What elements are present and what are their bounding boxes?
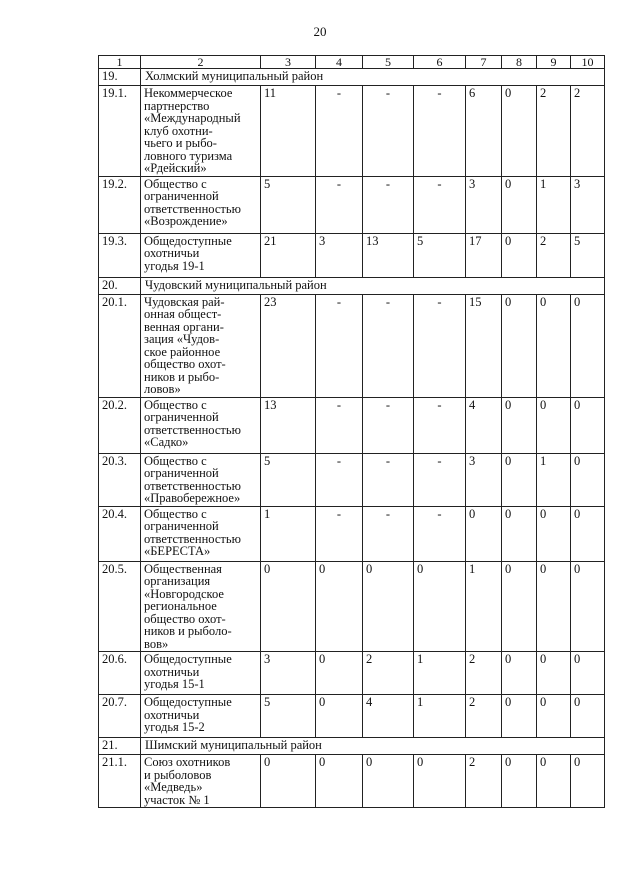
value-cell-col9: 1 <box>537 453 571 506</box>
organization-name-line: Общественная <box>144 561 222 576</box>
organization-name-line: организация <box>144 574 211 588</box>
organization-name-line: клуб охотни- <box>144 123 213 138</box>
value-cell-col5: - <box>363 86 414 177</box>
page-number: 20 <box>313 24 327 39</box>
value-cell-col3: 5 <box>261 176 316 233</box>
organization-name-line: ское районное <box>144 344 221 359</box>
column-number: 5 <box>363 56 414 69</box>
row-number: 20.1. <box>99 294 141 397</box>
value-cell-col10: 0 <box>571 652 605 695</box>
table-body <box>99 56 605 808</box>
value-cell-col4: 0 <box>316 755 363 808</box>
value-cell-col10: 5 <box>571 233 605 277</box>
row-number: 20.6. <box>99 652 141 695</box>
table-row <box>99 294 605 397</box>
organization-name-line: Чудовская рай- <box>144 294 225 309</box>
value-cell-col7: 1 <box>466 561 502 652</box>
organization-name <box>141 176 261 233</box>
row-number: 20.2. <box>99 397 141 453</box>
value-cell-col6: - <box>414 397 466 453</box>
value-cell-col3: 13 <box>261 397 316 453</box>
value-cell-col7: 2 <box>466 695 502 738</box>
value-cell-col10: 3 <box>571 176 605 233</box>
organization-name-line: общество охот- <box>144 357 226 371</box>
value-cell-col10: 0 <box>571 561 605 652</box>
value-cell-col6: - <box>414 506 466 561</box>
organization-name <box>141 233 261 277</box>
value-cell-col4: - <box>316 397 363 453</box>
table-row <box>99 86 605 177</box>
table-row <box>99 755 605 808</box>
value-cell-col5: - <box>363 453 414 506</box>
value-cell-col4: 0 <box>316 561 363 652</box>
value-cell-col6: - <box>414 453 466 506</box>
column-number: 9 <box>537 56 571 69</box>
organization-name <box>141 561 261 652</box>
organization-name-line: венная органи- <box>144 319 224 334</box>
organization-name-line: Общество с <box>144 506 207 521</box>
district-title: Чудовский муниципальный район <box>141 277 605 294</box>
district-row <box>99 277 605 294</box>
value-cell-col5: 0 <box>363 755 414 808</box>
organization-name <box>141 652 261 695</box>
value-cell-col9: 2 <box>537 86 571 177</box>
value-cell-col3: 21 <box>261 233 316 277</box>
organization-name-line: «Международный <box>144 111 241 125</box>
organization-name-line: «Садко» <box>144 435 189 449</box>
value-cell-col4: 0 <box>316 695 363 738</box>
value-cell-col8: 0 <box>502 755 537 808</box>
organization-name-line: зация «Чудов- <box>144 332 220 346</box>
table-row <box>99 176 605 233</box>
table-row <box>99 233 605 277</box>
organization-name <box>141 506 261 561</box>
value-cell-col8: 0 <box>502 86 537 177</box>
value-cell-col8: 0 <box>502 233 537 277</box>
column-number: 6 <box>414 56 466 69</box>
value-cell-col3: 0 <box>261 561 316 652</box>
value-cell-col6: - <box>414 294 466 397</box>
table-row <box>99 506 605 561</box>
value-cell-col5: - <box>363 506 414 561</box>
organization-name-line: ограниченной <box>144 519 219 533</box>
row-number: 21.1. <box>99 755 141 808</box>
organization-name-line: и рыболовов <box>144 767 212 782</box>
organization-name-line: Общедоступные <box>144 695 232 709</box>
value-cell-col4: - <box>316 453 363 506</box>
value-cell-col6: 1 <box>414 695 466 738</box>
organization-name-line: ограниченной <box>144 466 219 480</box>
value-cell-col9: 0 <box>537 506 571 561</box>
value-cell-col9: 0 <box>537 652 571 695</box>
organization-name-line: угодья 19-1 <box>144 258 205 273</box>
organization-name-line: охотничьи <box>144 664 200 679</box>
column-number-row <box>99 56 605 69</box>
table-row <box>99 561 605 652</box>
value-cell-col8: 0 <box>502 652 537 695</box>
value-cell-col5: - <box>363 294 414 397</box>
value-cell-col6: 1 <box>414 652 466 695</box>
value-cell-col9: 0 <box>537 695 571 738</box>
column-number: 10 <box>571 56 605 69</box>
value-cell-col4: - <box>316 176 363 233</box>
value-cell-col6: 0 <box>414 755 466 808</box>
value-cell-col7: 17 <box>466 233 502 277</box>
value-cell-col3: 5 <box>261 695 316 738</box>
value-cell-col9: 1 <box>537 176 571 233</box>
organization-name <box>141 86 261 177</box>
value-cell-col7: 3 <box>466 176 502 233</box>
row-number: 19.1. <box>99 86 141 177</box>
column-number: 8 <box>502 56 537 69</box>
table-row <box>99 652 605 695</box>
value-cell-col8: 0 <box>502 453 537 506</box>
column-number: 7 <box>466 56 502 69</box>
column-number: 2 <box>141 56 261 69</box>
value-cell-col9: 0 <box>537 561 571 652</box>
value-cell-col3: 3 <box>261 652 316 695</box>
row-number: 20.5. <box>99 561 141 652</box>
column-number: 1 <box>99 56 141 69</box>
value-cell-col4: 3 <box>316 233 363 277</box>
value-cell-col10: 0 <box>571 506 605 561</box>
organization-name-line: ответственностью <box>144 422 241 437</box>
value-cell-col7: 4 <box>466 397 502 453</box>
organization-name-line: онная общест- <box>144 307 222 321</box>
value-cell-col9: 0 <box>537 755 571 808</box>
organization-name-line: ловов» <box>144 382 181 396</box>
organization-name-line: ответственностью <box>144 478 241 493</box>
row-number: 20.3. <box>99 453 141 506</box>
value-cell-col8: 0 <box>502 176 537 233</box>
organization-name-line: Общество с <box>144 453 207 468</box>
value-cell-col3: 11 <box>261 86 316 177</box>
value-cell-col10: 0 <box>571 453 605 506</box>
value-cell-col8: 0 <box>502 397 537 453</box>
value-cell-col4: - <box>316 86 363 177</box>
organization-name-line: Общедоступные <box>144 233 232 248</box>
table-row <box>99 695 605 738</box>
table-row <box>99 453 605 506</box>
value-cell-col7: 0 <box>466 506 502 561</box>
organization-name-line: угодья 15-1 <box>144 677 205 691</box>
organization-name-line: «Новгородское <box>144 586 224 601</box>
value-cell-col9: 0 <box>537 294 571 397</box>
organization-name-line: «БЕРЕСТА» <box>144 544 211 558</box>
district-number: 21. <box>99 738 141 755</box>
organization-name-line: ответственностью <box>144 531 241 546</box>
value-cell-col7: 15 <box>466 294 502 397</box>
value-cell-col3: 23 <box>261 294 316 397</box>
organization-name-line: угодья 15-2 <box>144 720 205 734</box>
organization-name-line: участок № 1 <box>144 792 210 807</box>
value-cell-col8: 0 <box>502 695 537 738</box>
row-number: 19.3. <box>99 233 141 277</box>
organization-name-line: «Рдейский» <box>144 161 207 175</box>
value-cell-col6: 5 <box>414 233 466 277</box>
value-cell-col10: 0 <box>571 397 605 453</box>
value-cell-col8: 0 <box>502 294 537 397</box>
organization-name-line: региональное <box>144 599 217 613</box>
hunting-grounds-table <box>98 55 605 808</box>
organization-name-line: чьего и рыбо- <box>144 136 217 150</box>
organization-name-line: ников и рыболо- <box>144 624 232 638</box>
organization-name-line: ограниченной <box>144 189 219 203</box>
district-row <box>99 738 605 755</box>
value-cell-col7: 6 <box>466 86 502 177</box>
value-cell-col3: 5 <box>261 453 316 506</box>
value-cell-col10: 0 <box>571 294 605 397</box>
value-cell-col5: 13 <box>363 233 414 277</box>
value-cell-col5: - <box>363 176 414 233</box>
column-number: 4 <box>316 56 363 69</box>
value-cell-col6: - <box>414 176 466 233</box>
organization-name-line: ответственностью <box>144 201 241 216</box>
organization-name-line: Общество с <box>144 176 207 191</box>
table-row <box>99 397 605 453</box>
organization-name-line: Союз охотников <box>144 755 231 769</box>
organization-name-line: Общество с <box>144 397 207 412</box>
organization-name-line: «Возрождение» <box>144 214 228 228</box>
district-number: 19. <box>99 69 141 86</box>
organization-name <box>141 755 261 808</box>
organization-name <box>141 397 261 453</box>
value-cell-col10: 0 <box>571 695 605 738</box>
row-number: 20.4. <box>99 506 141 561</box>
district-title: Шимский муниципальный район <box>141 738 605 755</box>
value-cell-col8: 0 <box>502 561 537 652</box>
value-cell-col6: 0 <box>414 561 466 652</box>
value-cell-col9: 2 <box>537 233 571 277</box>
organization-name-line: ограниченной <box>144 410 219 424</box>
organization-name-line: ников и рыбо- <box>144 369 220 384</box>
organization-name <box>141 453 261 506</box>
organization-name-line: Общедоступные <box>144 652 232 666</box>
value-cell-col5: 0 <box>363 561 414 652</box>
value-cell-col7: 2 <box>466 755 502 808</box>
organization-name <box>141 695 261 738</box>
column-number: 3 <box>261 56 316 69</box>
organization-name-line: вов» <box>144 636 169 651</box>
value-cell-col8: 0 <box>502 506 537 561</box>
organization-name-line: ловного туризма <box>144 148 233 163</box>
organization-name-line: «Правобережное» <box>144 491 241 505</box>
value-cell-col5: 4 <box>363 695 414 738</box>
organization-name-line: «Медведь» <box>144 780 203 794</box>
value-cell-col7: 2 <box>466 652 502 695</box>
value-cell-col7: 3 <box>466 453 502 506</box>
district-number: 20. <box>99 277 141 294</box>
organization-name-line: общество охот- <box>144 611 226 626</box>
value-cell-col4: 0 <box>316 652 363 695</box>
organization-name <box>141 294 261 397</box>
value-cell-col3: 1 <box>261 506 316 561</box>
value-cell-col10: 0 <box>571 755 605 808</box>
row-number: 20.7. <box>99 695 141 738</box>
value-cell-col5: 2 <box>363 652 414 695</box>
value-cell-col10: 2 <box>571 86 605 177</box>
organization-name-line: охотничьи <box>144 246 200 260</box>
organization-name-line: партнерство <box>144 98 210 113</box>
district-row <box>99 69 605 86</box>
row-number: 19.2. <box>99 176 141 233</box>
value-cell-col9: 0 <box>537 397 571 453</box>
value-cell-col5: - <box>363 397 414 453</box>
district-title: Холмский муниципальный район <box>141 69 605 86</box>
organization-name-line: охотничьи <box>144 707 200 722</box>
value-cell-col3: 0 <box>261 755 316 808</box>
organization-name-line: Некоммерческое <box>144 86 233 100</box>
value-cell-col4: - <box>316 506 363 561</box>
value-cell-col4: - <box>316 294 363 397</box>
value-cell-col6: - <box>414 86 466 177</box>
